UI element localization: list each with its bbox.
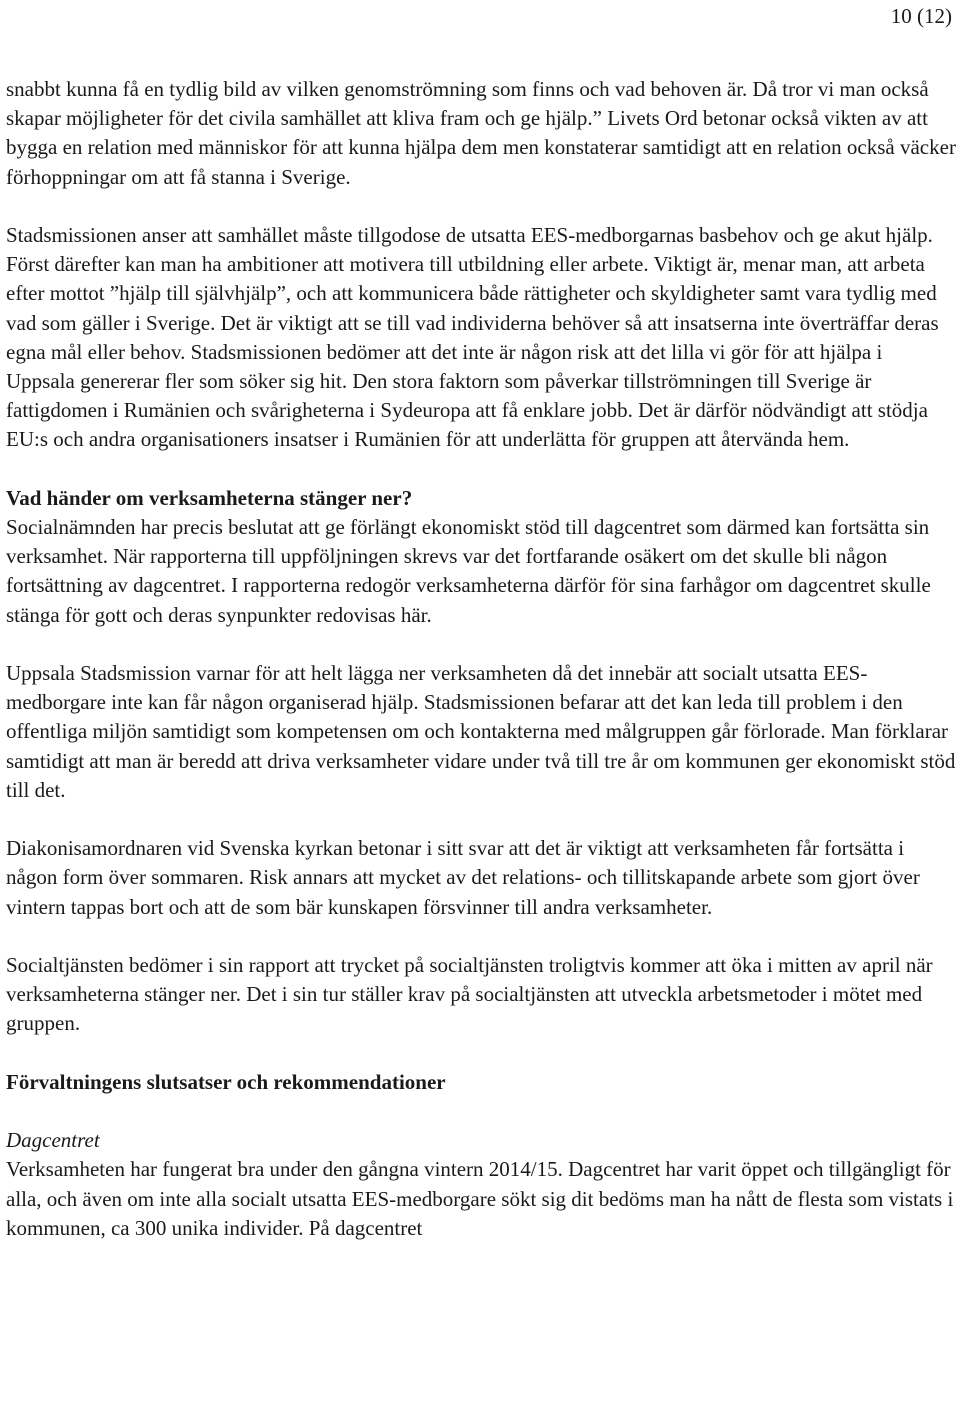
paragraph: snabbt kunna få en tydlig bild av vilken genomströmning som finns och vad behoven är. Då tror vi man också skapar möjligheter för det civila samhället att kliva fram och ge hjälp.” Livets Ord betonar också vikten av att bygga en relation med människor för att kunna hjälpa dem men konstaterar samtidigt att en relation också väcker förhoppningar om att få stanna i Sverige.: [6, 77, 956, 189]
paragraph: Diakonisamordnaren vid Svenska kyrkan betonar i sitt svar att det är viktigt att verksamheten får fortsätta i någon form över sommaren. Risk annars att mycket av det relations- och tillitskapande arbete som gjort över vintern tappas bort och att de som bär kunskapen försvinner till andra verksamheter.: [6, 836, 920, 919]
page-number: 10 (12): [890, 4, 952, 28]
paragraph: Uppsala Stadsmission varnar för att helt lägga ner verksamheten då det innebär att socialt utsatta EES-medborgare inte kan får någon organiserad hjälp. Stadsmissionen befarar att det kan leda till problem i den offentliga miljön samtidigt som kompetensen om och kontakterna med målgruppen går förlorade. Man förklarar samtidigt att man är beredd att driva verksamheter vidare under två till tre år om kommunen ger ekonomiskt stöd till det.: [6, 661, 956, 802]
paragraph: Stadsmissionen anser att samhället måste tillgodose de utsatta EES-medborgarnas basbehov och ge akut hjälp. Först därefter kan man ha ambitioner att motivera till utbildning eller arbete. Viktigt är, menar man, att arbeta efter mottot ”hjälp till självhjälp”, och att kommunicera både rättigheter och skyldigheter samt vara tydlig med vad som gäller i Sverige. Det är viktigt att se till vad individerna behöver så att insatserna inte överträffar deras egna mål eller behov. Stadsmissionen bedömer att det inte är någon risk att det lilla vi gör för att hjälpa i Uppsala genererar fler som söker sig hit. Den stora faktorn som påverkar tillströmningen till Sverige är fattigdomen i Rumänien och svårigheterna i Sydeuropa att få enklare jobb. Det är därför nödvändigt att stödja EU:s och andra organisationers insatser i Rumänien för att underlätta för gruppen att återvända hem.: [6, 223, 939, 452]
section-heading: Vad händer om verksamheterna stänger ner?: [6, 485, 413, 510]
document-body: [6, 75, 956, 1243]
paragraph: Socialtjänsten bedömer i sin rapport att trycket på socialtjänsten troligtvis kommer att öka i mitten av april när verksamheterna stänger ner. Det i sin tur ställer krav på socialtjänsten att utveckla arbetsmetoder i mötet med gruppen.: [6, 953, 933, 1036]
section-heading: Förvaltningens slutsatser och rekommendationer: [6, 1069, 446, 1094]
paragraph: Socialnämnden har precis beslutat att ge förlängt ekonomiskt stöd till dagcentret som därmed kan fortsätta sin verksamhet. När rapporterna till uppföljningen skrevs var det fortfarande osäkert om det skulle bli någon fortsättning av dagcentret. I rapporterna redogör verksamheterna därför för sina farhågor om dagcentret skulle stänga för gott och deras synpunkter redovisas här.: [6, 515, 931, 627]
subsection-heading: Dagcentret: [6, 1128, 100, 1153]
paragraph: Verksamheten har fungerat bra under den gångna vintern 2014/15. Dagcentret har varit öppet och tillgängligt för alla, och även om inte alla socialt utsatta EES-medborgare sökt sig dit bedöms man ha nått de flesta som vistats i kommunen, ca 300 unika individer. På dagcentret: [6, 1157, 954, 1240]
